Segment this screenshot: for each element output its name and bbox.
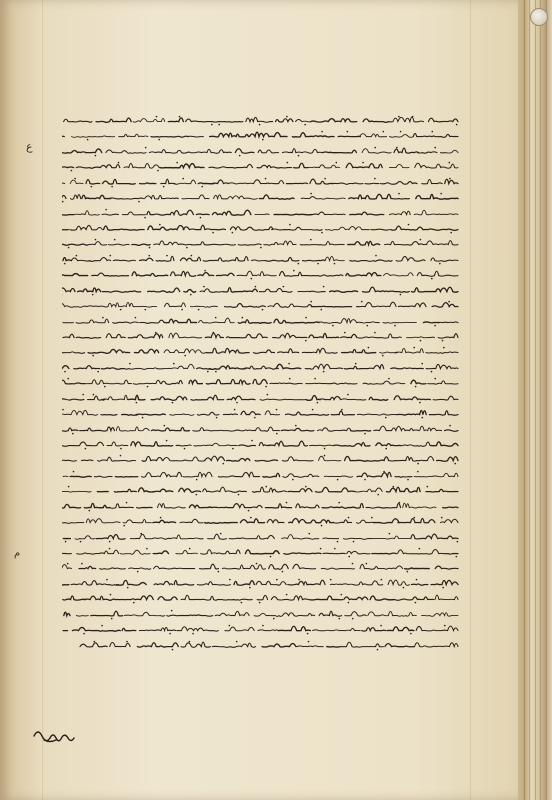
manuscript-text-block [62,112,460,652]
script-line [62,637,460,657]
margin-note: م [14,548,21,559]
ruling-line [470,0,471,800]
margin-note: ع [26,140,33,153]
ruling-line [42,0,43,800]
bookmark-tab [530,8,548,26]
catchword-scribble [30,724,82,746]
page-edge [518,0,552,800]
